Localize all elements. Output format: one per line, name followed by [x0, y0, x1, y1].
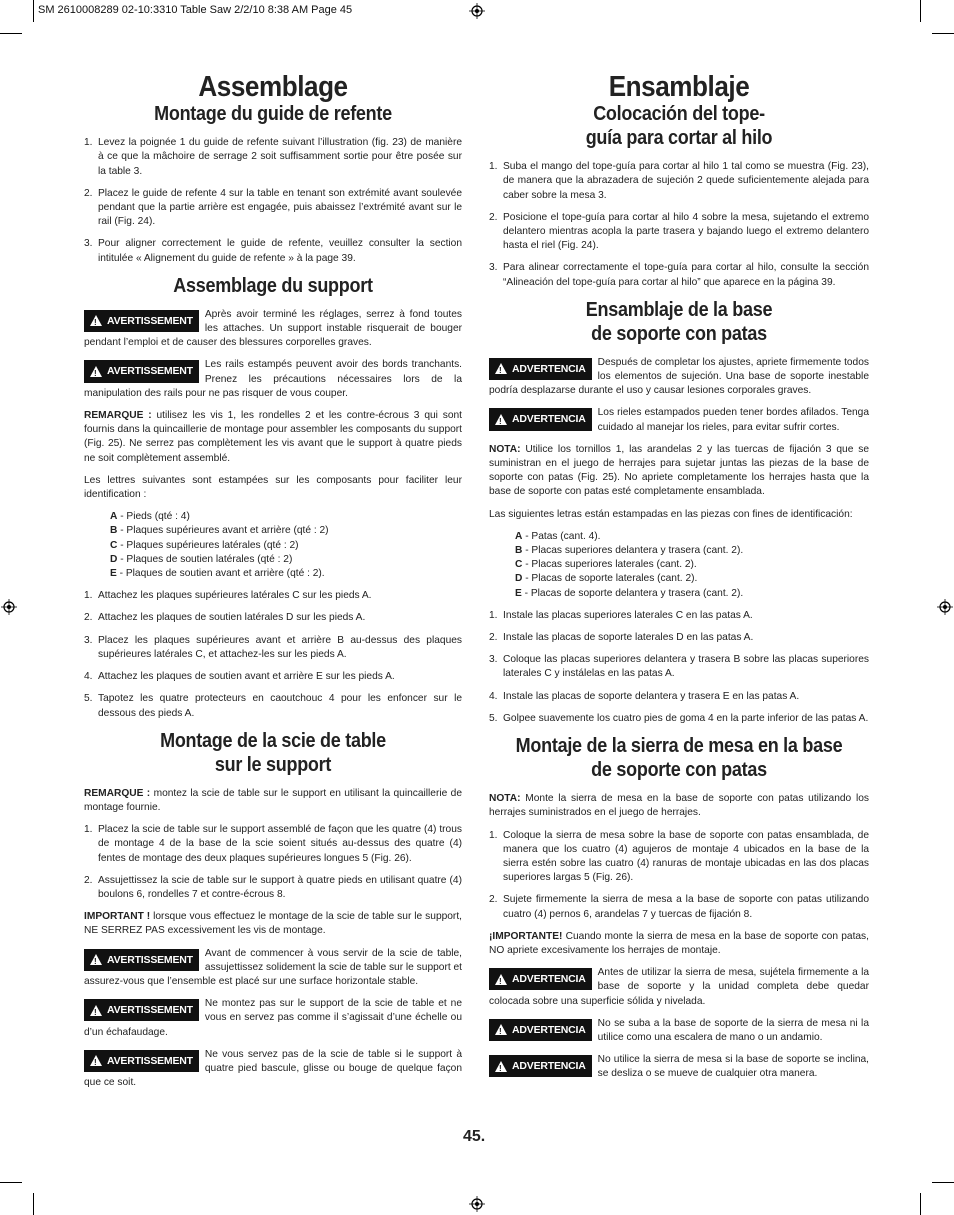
- warning-triangle-icon: [90, 315, 102, 326]
- list-item: 5. Tapotez les quatre protecteurs en caoutchouc 4 pour les enfoncer sur le dessous des pieds A.: [84, 693, 462, 719]
- warning-badge: ! ADVERTENCIA: [489, 358, 592, 380]
- list-item: E - Plaques de soutien avant et arrière (qté : 2).: [110, 568, 325, 580]
- warning-triangle-icon: [495, 974, 507, 985]
- registration-mark-icon: [1, 599, 17, 615]
- list-item: 2. Sujete firmemente la sierra de mesa a la base de soporte con patas utilizando cuatro (4) pernos 6, arandelas 7 y tuercas de fijación 8.: [489, 894, 869, 920]
- list-item: D - Placas de soporte laterales (cant. 2).: [515, 573, 698, 585]
- list-item: 1. Placez la scie de table sur le support assemblé de façon que les quatre (4) trous de montage 4 de la base de la scie soient situés au-dessus des quatre (4) fentes de montage des deux plaques supérieures longues 5 (Fig. 26).: [84, 824, 462, 864]
- warning-block: ! ADVERTENCIA Antes de utilizar la sierra de mesa, sujétela firmemente a la base de soporte y la unidad completa debe quedar colocada sobre una superficie sólida y nivelada.: [489, 966, 869, 1009]
- list-item: 1. Attachez les plaques supérieures latérales C sur les pieds A.: [84, 590, 372, 602]
- section-heading: Montaje de la sierra de mesa en la base de soporte con patas: [515, 735, 843, 782]
- note-paragraph: REMARQUE : utilisez les vis 1, les rondelles 2 et les contre-écrous 3 qui sont fournis dans la quincaillerie de montage pour assembler les composants du support (Fig. 25). Ne serrez pas complètement les vis avant que le support à quatre pieds ne soit complètement assemblé.: [84, 410, 462, 464]
- note-paragraph: NOTA: Monte la sierra de mesa en la base de soporte con patas utilizando los herrajes suministrados en el juego de herrajes.: [489, 793, 869, 819]
- list-item: C - Plaques supérieures latérales (qté : 2): [110, 539, 299, 551]
- section-heading: Ensamblaje de la base de soporte con patas: [585, 298, 773, 345]
- list-item: 3. Pour aligner correctement le guide de refente, veuillez consulter la section intitulée « Alignement du guide de refente » à la page 39.: [84, 238, 462, 264]
- warning-badge: ! AVERTISSEMENT: [84, 310, 199, 332]
- page-title: Assemblage: [198, 71, 348, 103]
- list-item: D - Plaques de soutien latérales (qté : 2): [110, 553, 293, 565]
- warning-block: ! AVERTISSEMENT Ne montez pas sur le support de la scie de table et ne vous en servez pas comme il s’agissait d’une échelle ou d’un échafaudage.: [84, 997, 462, 1040]
- warning-triangle-icon: [90, 1005, 102, 1016]
- list-item: 2. Attachez les plaques de soutien latérales D sur les pieds A.: [84, 612, 366, 624]
- mount-steps: [489, 829, 869, 922]
- letters-intro: Las siguientes letras están estampadas en las piezas con fines de identificación:: [489, 508, 853, 520]
- important-paragraph: ¡IMPORTANTE! Cuando monte la sierra de mesa en la base de soporte con patas, NO apriete excesivamente los herrajes de montaje.: [489, 930, 869, 956]
- note-paragraph: NOTA: Utilice los tornillos 1, las arandelas 2 y las tuercas de fijación 3 que se suministran en el juego de herrajes para sujetar juntas las piezas de la base de soporte con patas (Fig. 25). No apriete completamente los herrajes hasta que la base de soporte con patas esté completamente ensamblada.: [489, 443, 869, 498]
- warning-triangle-icon: [90, 954, 102, 965]
- crop-mark: [932, 1182, 954, 1183]
- crop-mark: [920, 0, 921, 22]
- section-heading: Montage de la scie de table sur le support: [160, 729, 386, 776]
- french-column: [84, 71, 462, 1098]
- crop-mark: [33, 0, 34, 22]
- support-steps: [489, 609, 869, 726]
- warning-badge: ! AVERTISSEMENT: [84, 949, 199, 971]
- warning-triangle-icon: [495, 1024, 507, 1035]
- warning-block: ! AVERTISSEMENT Après avoir terminé les réglages, serrez à fond toutes les attaches. Un support instable risquerait de bouger pendant l’emploi et de causer des blessures corporelles graves.: [84, 308, 462, 351]
- warning-badge: ! AVERTISSEMENT: [84, 1050, 199, 1072]
- warning-block: ! AVERTISSEMENT Avant de commencer à vous servir de la scie de table, assujettissez solidement la scie de table sur le support et assurez-vous que l’ensemble est placé sur une surface horizontale stable.: [84, 947, 462, 990]
- list-item: 4. Instale las placas de soporte delantera y trasera E en las patas A.: [489, 690, 800, 702]
- page-title: Ensamblaje: [608, 71, 750, 103]
- list-item: 1. Levez la poignée 1 du guide de refente suivant l’illustration (fig. 23) de manière à ce que la mâchoire de serrage 2 soit suffisamment sortie pour être posée sur la table 3.: [84, 137, 462, 177]
- warning-triangle-icon: [495, 1061, 507, 1072]
- list-item: C - Placas superiores laterales (cant. 2).: [515, 559, 697, 571]
- list-item: 3. Coloque las placas superiores delantera y trasera B sobre las placas superiores laterales C y instálelas en las patas A.: [489, 654, 869, 680]
- warning-badge: ! ADVERTENCIA: [489, 968, 592, 990]
- list-item: E - Placas de soporte delantera y trasera (cant. 2).: [515, 587, 744, 599]
- warning-block: ! ADVERTENCIA Los rieles estampados pueden tener bordes afilados. Tenga cuidado al manejar los rieles, para evitar sufrir cortes.: [489, 406, 869, 434]
- letters-intro: Les lettres suivantes sont estampées sur les composants pour faciliter leur identification :: [84, 474, 462, 501]
- parts-list: [110, 510, 462, 581]
- warning-triangle-icon: [90, 1055, 102, 1066]
- important-paragraph: IMPORTANT ! lorsque vous effectuez le montage de la scie de table sur le support, NE SERREZ PAS excessivement les vis de montage.: [84, 911, 462, 937]
- crop-mark: [33, 1193, 34, 1215]
- parts-list: [515, 530, 869, 601]
- mount-steps: [84, 823, 462, 902]
- support-steps: [84, 589, 462, 720]
- crop-mark: [0, 33, 22, 34]
- list-item: 3. Placez les plaques supérieures avant et arrière B au-dessus des plaques supérieures latérales C, et attachez-les sur les pieds A.: [84, 634, 462, 660]
- list-item: 1. Coloque la sierra de mesa sobre la base de soporte con patas ensamblada, de manera que los cuatro (4) agujeros de montaje 4 ubicados en la base de la sierra estén sobre las cuatro (4) ranuras de montaje ubicadas en las dos placas superiores largas 5 (Fig. 26).: [489, 829, 869, 884]
- print-slug: SM 2610008289 02-10:3310 Table Saw 2/2/10 8:38 AM Page 45: [38, 4, 353, 16]
- registration-mark-icon: [937, 599, 953, 615]
- list-item: A - Patas (cant. 4).: [515, 530, 601, 542]
- crop-mark: [0, 1182, 22, 1183]
- list-item: 2. Instale las placas de soporte laterales D en las patas A.: [489, 632, 754, 644]
- list-item: B - Plaques supérieures avant et arrière (qté : 2): [110, 525, 329, 537]
- crop-mark: [920, 1193, 921, 1215]
- section-heading: Montage du guide de refente: [154, 103, 392, 126]
- fence-steps: [84, 136, 462, 266]
- warning-block: ! AVERTISSEMENT Ne vous servez pas de la scie de table si le support à quatre pied bascule, glisse ou bouge de quelque façon que ce soit.: [84, 1048, 462, 1091]
- page-number: 45.: [463, 1128, 486, 1145]
- warning-block: ! ADVERTENCIA No se suba a la base de soporte de la sierra de mesa ni la utilice como una escalera de mano o un andamio.: [489, 1017, 869, 1045]
- list-item: 1. Suba el mango del tope-guía para cortar al hilo 1 tal como se muestra (Fig. 23), de manera que la abrazadera de sujeción 2 quede suficientemente alejada para caber sobre la mesa 3.: [489, 161, 869, 201]
- warning-triangle-icon: [495, 414, 507, 425]
- list-item: 5. Golpee suavemente los cuatro pies de goma 4 en la parte inferior de las patas A.: [489, 712, 869, 724]
- section-heading: Colocación del tope-guía para cortar al hilo: [585, 103, 773, 150]
- warning-block: ! ADVERTENCIA No utilice la sierra de mesa si la base de soporte se inclina, se desliza o se mueve de cualquier otra manera.: [489, 1053, 869, 1081]
- list-item: 1. Instale las placas superiores laterales C en las patas A.: [489, 609, 753, 621]
- registration-mark-icon: [469, 3, 485, 19]
- spanish-column: [489, 71, 869, 1090]
- list-item: B - Placas superiores delantera y trasera (cant. 2).: [515, 545, 744, 557]
- list-item: 4. Attachez les plaques de soutien avant et arrière E sur les pieds A.: [84, 671, 395, 683]
- list-item: 3. Para alinear correctamente el tope-guía para cortar al hilo, consulte la sección “Alineación del tope-guía para cortar al hilo” que aparece en la página 39.: [489, 262, 869, 288]
- list-item: 2. Posicione el tope-guía para cortar al hilo 4 sobre la mesa, sujetando el extremo delantero mientras acopla la parte trasera y bajando luego el extremo delantero hasta el riel (Fig. 24).: [489, 211, 869, 252]
- list-item: 2. Placez le guide de refente 4 sur la table en tenant son extrémité avant soulevée pendant que la partie arrière est engagée, puis abaissez l’extrémité avant sur le rail (Fig. 24).: [84, 187, 462, 228]
- warning-badge: ! ADVERTENCIA: [489, 1019, 592, 1041]
- registration-mark-icon: [469, 1196, 485, 1212]
- list-item: A - Pieds (qté : 4): [110, 511, 190, 523]
- warning-block: ! AVERTISSEMENT Les rails estampés peuvent avoir des bords tranchants. Prenez les précautions nécessaires lors de la manipulation des rails pour ne pas risquer de vous couper.: [84, 358, 462, 401]
- fence-steps: [489, 160, 869, 290]
- warning-triangle-icon: [495, 363, 507, 374]
- crop-mark: [932, 33, 954, 34]
- list-item: 2. Assujettissez la scie de table sur le support à quatre pieds en utilisant quatre (4) boulons 6, rondelles 7 et contre-écrous 8.: [84, 874, 462, 900]
- warning-badge: ! AVERTISSEMENT: [84, 999, 199, 1021]
- section-heading: Assemblage du support: [173, 274, 373, 297]
- note-paragraph: REMARQUE : montez la scie de table sur le support en utilisant la quincaillerie de montage fournie.: [84, 787, 462, 813]
- warning-block: ! ADVERTENCIA Después de completar los ajustes, apriete firmemente todos los elementos de sujeción. Una base de soporte inestable podría desplazarse durante el uso y causar lesiones corporales graves.: [489, 356, 869, 399]
- warning-badge: ! ADVERTENCIA: [489, 1055, 592, 1077]
- warning-badge: ! ADVERTENCIA: [489, 408, 592, 430]
- warning-badge: ! AVERTISSEMENT: [84, 360, 199, 382]
- warning-triangle-icon: [90, 366, 102, 377]
